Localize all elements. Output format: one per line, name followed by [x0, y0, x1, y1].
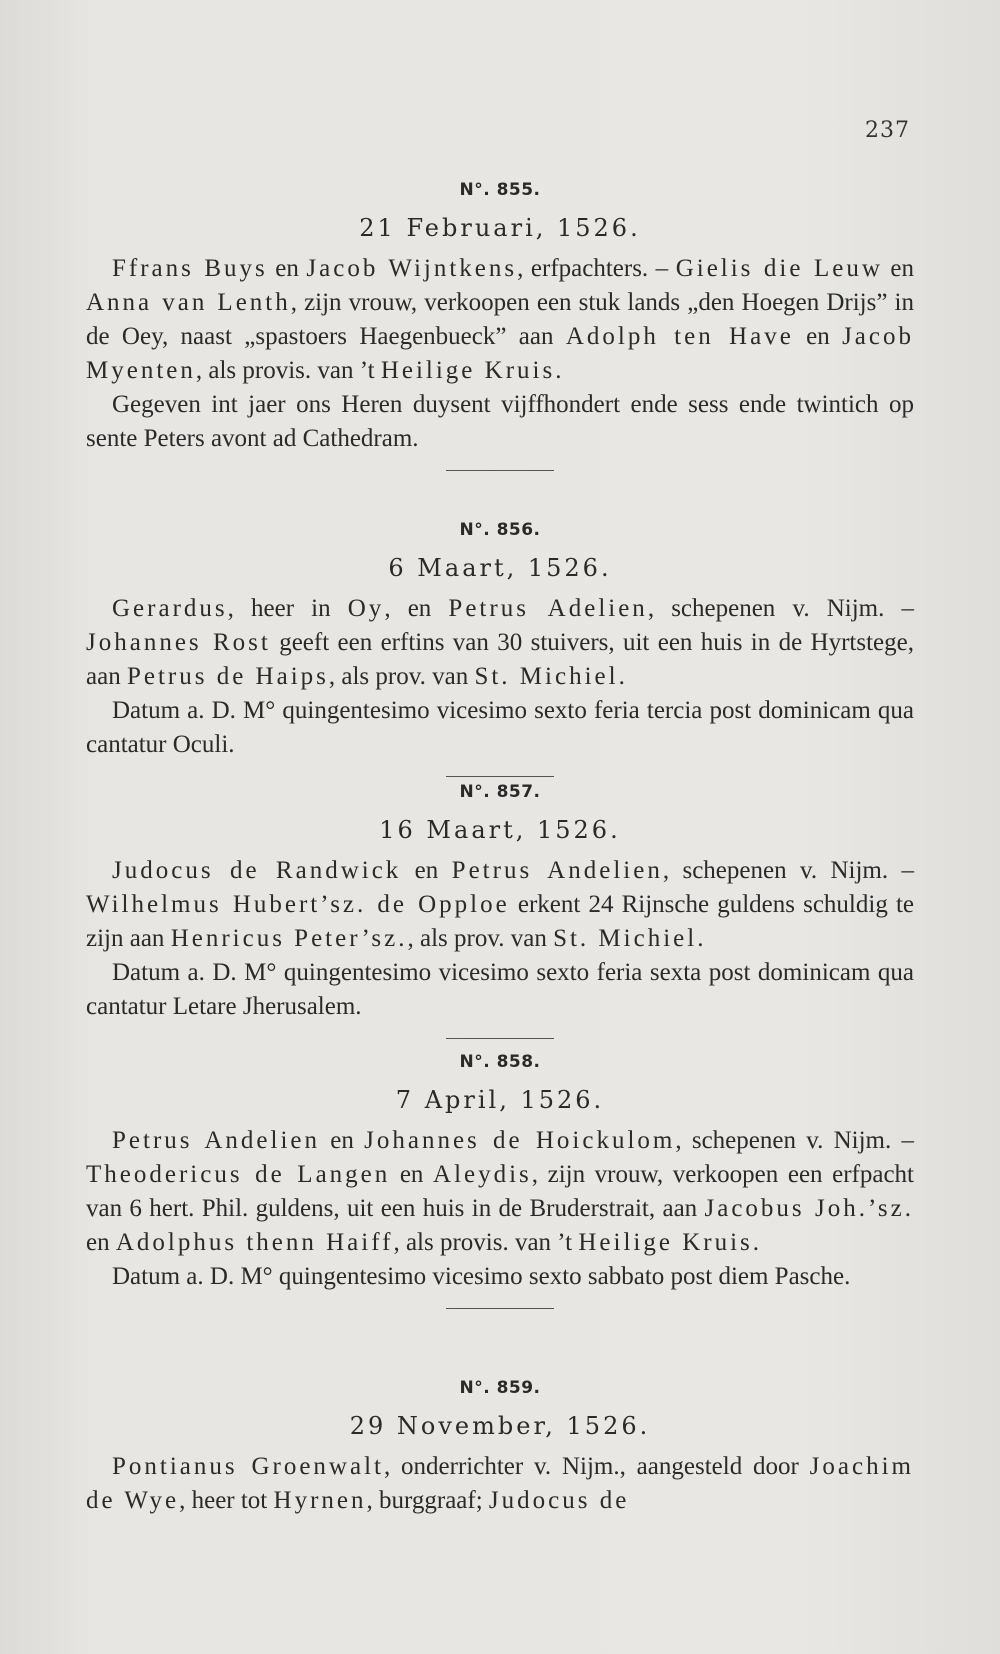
- spaced-name: Petrus de Haips: [126, 663, 329, 690]
- entry-text: [86, 854, 914, 1024]
- section-divider: [446, 1308, 554, 1309]
- spaced-name: Heilige Kruis: [578, 1229, 753, 1256]
- text-run: , zijn vrouw, verkoopen een erfpacht van 6 hert. Phil. guldens, uit een huis in de Bruderstrait, aan: [86, 1161, 914, 1222]
- spaced-name: Petrus Andelien: [112, 1127, 321, 1154]
- section-divider: [446, 470, 554, 471]
- spaced-name: St. Michiel: [553, 925, 698, 952]
- spaced-name: Judocus de Randwick: [112, 857, 402, 884]
- spaced-name: Theodericus de Langen: [86, 1161, 391, 1188]
- text-run: en: [882, 255, 914, 282]
- text-run: , als provis. van ’t: [195, 357, 381, 384]
- text-run: en: [793, 323, 843, 350]
- spaced-name: Petrus Adelien: [448, 595, 648, 622]
- spaced-name: Adolphus thenn Haiff: [115, 1229, 394, 1256]
- text-run: .: [555, 357, 562, 384]
- text-run: en: [86, 1229, 116, 1256]
- entry-number: N°. 859.: [459, 1378, 541, 1398]
- text-run: en: [390, 1161, 434, 1188]
- text-run: , schepenen v. Nijm. –: [647, 595, 914, 622]
- entry-date: 16 Maart, 1526.: [379, 816, 621, 844]
- entry-857: [86, 782, 914, 1039]
- text-run: , burggraaf;: [366, 1487, 489, 1514]
- text-run: , als prov. van: [407, 925, 554, 952]
- text-run: , onderrichter v. Nijm., aangesteld door: [383, 1453, 810, 1480]
- text-run: , en: [384, 595, 449, 622]
- text-run: en: [267, 255, 307, 282]
- entry-dating-clause: Datum a. D. M° quingentesimo vicesimo sexto sabbato post diem Pasche.: [112, 1263, 851, 1290]
- entry-date: 21 Februari, 1526.: [359, 214, 641, 242]
- entry-summary: [86, 592, 914, 694]
- spaced-name: Jacob Myenten: [86, 323, 914, 384]
- spaced-name: Gerardus: [112, 595, 228, 622]
- text-run: .: [697, 925, 704, 952]
- text-run: , schepenen v. Nijm. –: [662, 857, 914, 884]
- entry-text: [86, 252, 914, 456]
- entry-summary: [86, 1124, 914, 1260]
- text-run: geeft een erftins van 30 stuivers, uit een huis in de Hyrtstege, aan: [86, 629, 914, 690]
- entry-date: 6 Maart, 1526.: [388, 554, 612, 582]
- entry-number: N°. 857.: [459, 782, 541, 802]
- entry-text: [86, 592, 914, 762]
- spaced-name: Ffrans Buys: [112, 255, 268, 282]
- text-run: .: [618, 663, 625, 690]
- spaced-name: Johannes Rost: [86, 629, 271, 656]
- entry-date: 7 April, 1526.: [395, 1086, 605, 1114]
- text-run: .: [752, 1229, 760, 1256]
- entry-dating-clause: Gegeven int jaer ons Heren duysent vijffhondert ende sess ende twintich op sente Peters avont ad Cathedram.: [86, 391, 914, 452]
- spaced-name: St. Michiel: [474, 663, 619, 690]
- spaced-name: Petrus Andelien: [451, 857, 663, 884]
- entry-dating-clause: Datum a. D. M° quingentesimo vicesimo sexto feria tercia post dominicam qua cantatur Oculi.: [86, 697, 914, 758]
- entry-summary: [86, 1450, 914, 1518]
- text-run: , zijn vrouw, verkoopen een stuk lands „den Hoegen Drijs” in de Oey, naast „spastoers Haegenbueck” aan: [86, 289, 914, 350]
- spaced-name: Heilige Kruis: [380, 357, 556, 384]
- entry-number: N°. 855.: [459, 180, 541, 200]
- entry-dating-clause: Datum a. D. M° quingentesimo vicesimo sexto feria sexta post dominicam qua cantatur Letare Jherusalem.: [86, 959, 914, 1020]
- entry-859: [86, 1378, 914, 1518]
- text-run: , schepenen v. Nijm. –: [675, 1127, 914, 1154]
- entry-number: N°. 858.: [459, 1052, 541, 1072]
- entry-text: [86, 1124, 914, 1294]
- entry-855: [86, 180, 914, 471]
- spaced-name: Hyrnen: [273, 1487, 367, 1514]
- spaced-name: Aleydis: [433, 1161, 532, 1188]
- spaced-name: Jacobus Joh.’sz.: [704, 1195, 914, 1222]
- spaced-name: Gielis die Leuw: [675, 255, 883, 282]
- spaced-name: Henricus Peter’sz.: [170, 925, 408, 952]
- text-run: , erfpachters. –: [517, 255, 676, 282]
- entry-number: N°. 856.: [459, 520, 541, 540]
- text-run: en: [320, 1127, 365, 1154]
- entry-856: [86, 520, 914, 777]
- page-number: 237: [865, 118, 910, 143]
- text-run: en: [401, 857, 452, 884]
- spaced-name: Judocus de: [488, 1487, 630, 1514]
- entry-summary: [86, 252, 914, 388]
- section-divider: [446, 776, 554, 777]
- text-run: , heer in: [227, 595, 348, 622]
- section-divider: [446, 1038, 554, 1039]
- entry-858: [86, 1052, 914, 1309]
- spaced-name: Wilhelmus Hubert’sz. de Opploe: [86, 891, 510, 918]
- text-run: , als provis. van ’t: [393, 1229, 579, 1256]
- spaced-name: Anna van Lenth: [86, 289, 291, 316]
- text-run: , als prov. van: [328, 663, 475, 690]
- entry-text: [86, 1450, 914, 1518]
- text-run: erkent 24 Rijnsche guldens schuldig te zijn aan: [86, 891, 914, 952]
- spaced-name: Oy: [347, 595, 385, 622]
- spaced-name: Joachim de Wye: [86, 1453, 914, 1514]
- entry-summary: [86, 854, 914, 956]
- text-run: , heer tot: [179, 1487, 274, 1514]
- spaced-name: Adolph ten Have: [565, 323, 794, 350]
- spaced-name: Johannes de Hoickulom: [364, 1127, 676, 1154]
- spaced-name: Jacob Wijntkens: [306, 255, 518, 282]
- entry-date: 29 November, 1526.: [349, 1412, 651, 1440]
- spaced-name: Pontianus Groenwalt: [112, 1453, 384, 1480]
